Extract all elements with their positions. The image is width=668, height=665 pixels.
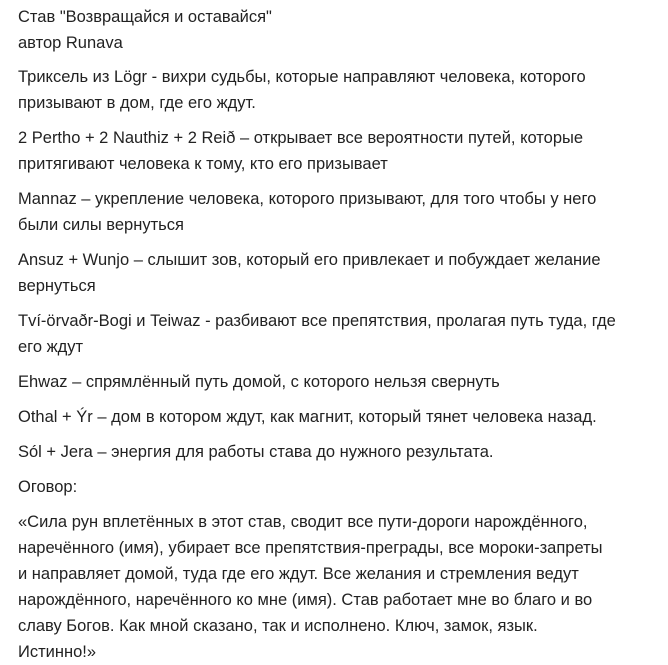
- text-line: Истинно!»: [18, 643, 97, 661]
- text-line: Ansuz + Wunjo – слышит зов, который его привлекает и побуждает желание: [18, 251, 601, 269]
- paragraph: [18, 474, 668, 500]
- text-line: «Сила рун вплетённых в этот став, сводит все пути-дороги нарождённого,: [18, 513, 588, 531]
- text-line: Sól + Jera – энергия для работы става до нужного результата.: [18, 443, 494, 461]
- text-line: Mannaz – укрепление человека, которого призывают, для того чтобы у него: [18, 190, 597, 208]
- text-line: притягивают человека к тому, кто его призывает: [18, 155, 388, 173]
- text-line: призывают в дом, где его ждут.: [18, 94, 256, 112]
- paragraph: [18, 404, 668, 430]
- text-line: Othal + Ýr – дом в котором ждут, как магнит, который тянет человека назад.: [18, 408, 597, 426]
- paragraph: [18, 308, 668, 360]
- text-line: вернуться: [18, 277, 96, 295]
- text-line: 2 Pertho + 2 Nauthiz + 2 Reið – открывает все вероятности путей, которые: [18, 129, 584, 147]
- paragraph: [18, 247, 668, 299]
- author-line: автор Runava: [18, 34, 123, 52]
- paragraph: [18, 439, 668, 465]
- text-line: нарождённого, наречённого ко мне (имя). Став работает мне во благо и во: [18, 591, 593, 609]
- paragraph: [18, 125, 668, 177]
- text-line: и направляет домой, туда где его ждут. Все желания и стремления ведут: [18, 565, 579, 583]
- stav-title: Став "Возвращайся и оставайся": [18, 8, 272, 26]
- paragraph: [18, 369, 668, 395]
- text-line: были силы вернуться: [18, 216, 184, 234]
- text-line: его ждут: [18, 338, 84, 356]
- paragraph: [18, 64, 668, 116]
- text-line: Ehwaz – спрямлённый путь домой, с которого нельзя свернуть: [18, 373, 500, 391]
- header: [18, 4, 668, 56]
- text-line: наречённого (имя), убирает все препятствия-преграды, все мороки-запреты: [18, 539, 603, 557]
- text-line: Триксель из Lögr - вихри судьбы, которые направляют человека, которого: [18, 68, 586, 86]
- paragraph: [18, 509, 668, 665]
- text-line: Tví-örvaðr-Bogi и Teiwaz - разбивают все препятствия, пролагая путь туда, где: [18, 312, 616, 330]
- document-body: [18, 64, 668, 665]
- text-line: славу Богов. Как мной сказано, так и исполнено. Ключ, замок, язык.: [18, 617, 538, 635]
- text-line: Оговор:: [18, 478, 78, 496]
- paragraph: [18, 186, 668, 238]
